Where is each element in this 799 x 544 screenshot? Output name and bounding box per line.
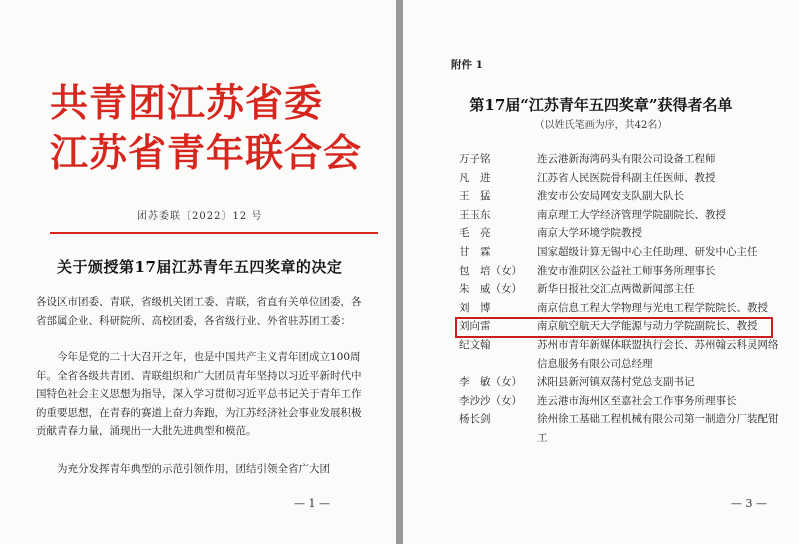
awardee-description: 淮安市淮阴区公益社工师事务所理事长 bbox=[537, 264, 716, 277]
awardee-name: 刘向雷 bbox=[459, 320, 491, 333]
body-paragraph-2: 为充分发挥青年典型的示范引领作用，团结引领全省广大团 bbox=[57, 463, 330, 475]
awardee-description: 沭阳县新河镇双荡村党总支副书记 bbox=[537, 376, 695, 389]
awardee-description: 南京信息工程大学物理与光电工程学院院长、教授 bbox=[537, 301, 768, 314]
awardee-description: 淮安市公安局网安支队副大队长 bbox=[537, 190, 684, 203]
right-document-page bbox=[403, 0, 799, 544]
decision-title: 关于颁授第17届江苏青年五四奖章的决定 bbox=[57, 258, 343, 276]
awardee-description: 苏州市青年新媒体联盟执行会长、苏州翰云科灵网络信息服务有限公司总经理 bbox=[537, 338, 779, 370]
list-item bbox=[459, 392, 779, 411]
awardee-name: 李 敏（女） bbox=[459, 376, 522, 389]
page-number: — 1 — bbox=[294, 497, 330, 510]
awardee-name: 王 猛 bbox=[459, 190, 491, 203]
list-item bbox=[459, 280, 779, 299]
list-item bbox=[459, 262, 779, 281]
list-item bbox=[459, 336, 779, 373]
awardee-description: 南京大学环境学院教授 bbox=[537, 227, 642, 240]
list-item bbox=[459, 187, 779, 206]
left-document-page bbox=[0, 0, 396, 544]
red-divider-line bbox=[50, 232, 378, 234]
awardee-description: 南京理工大学经济管理学院副院长、教授 bbox=[537, 208, 726, 221]
awardee-description: 南京航空航天大学能源与动力学院副院长、教授 bbox=[537, 320, 758, 333]
issuer-name-line-1: 共青团江苏省委 bbox=[50, 80, 324, 125]
awardee-name: 王玉东 bbox=[459, 208, 491, 221]
attachment-label: 附件 1 bbox=[451, 59, 483, 71]
recipients-paragraph: 各设区市团委、青联，省级机关团工委、青联，省直有关单位团委，各省部属企业、科研院所、高校团委，各省级行业、外省驻苏团工委： bbox=[36, 296, 362, 327]
issuer-name-line-2: 江苏省青年联合会 bbox=[50, 130, 363, 175]
awardee-name: 甘 霖 bbox=[459, 245, 491, 258]
page-number: — 3 — bbox=[731, 497, 767, 510]
awardee-name: 凡 进 bbox=[459, 171, 491, 184]
document-number: 团苏委联〔2022〕12 号 bbox=[137, 211, 263, 222]
list-item bbox=[459, 410, 779, 447]
awardee-list bbox=[459, 150, 779, 448]
awardee-name: 杨长剑 bbox=[459, 413, 491, 426]
list-item-highlighted bbox=[459, 299, 779, 318]
list-item bbox=[459, 224, 779, 243]
awardee-description: 连云港市海州区至嘉社会工作事务所理事长 bbox=[537, 394, 737, 407]
list-subtitle: （以姓氏笔画为序，共42名） bbox=[534, 120, 668, 131]
list-title: 第17届“江苏青年五四奖章”获得者名单 bbox=[469, 96, 733, 114]
awardee-description: 徐州徐工基础工程机械有限公司第一制造分厂装配钳工 bbox=[537, 413, 779, 444]
list-item bbox=[459, 373, 779, 392]
highlight-box bbox=[455, 317, 773, 338]
awardee-description: 江苏省人民医院骨科副主任医师、教授 bbox=[537, 171, 716, 184]
awardee-description: 国家超级计算无锡中心主任助理、研发中心主任 bbox=[537, 245, 758, 258]
awardee-name: 刘 博 bbox=[459, 301, 491, 314]
awardee-name: 李沙沙（女） bbox=[459, 394, 522, 407]
awardee-name: 纪文翰 bbox=[459, 338, 491, 351]
list-item bbox=[459, 150, 779, 169]
list-item bbox=[459, 243, 779, 262]
awardee-name: 万子铭 bbox=[459, 153, 491, 165]
list-item bbox=[459, 206, 779, 225]
awardee-description: 新华日报社交汇点两微新闻部主任 bbox=[537, 283, 695, 296]
awardee-description: 连云港新海湾码头有限公司设备工程师 bbox=[537, 153, 716, 165]
awardee-name: 朱 威（女） bbox=[459, 283, 522, 296]
list-item bbox=[459, 169, 779, 188]
awardee-name: 毛 亮 bbox=[459, 227, 491, 240]
body-paragraph-1: 今年是党的二十大召开之年，也是中国共产主义青年团成立100周年。全省各级共青团、青联组织和广大团员青年坚持以习近平新时代中国特色社会主义思想为指导，深入学习贯彻习近平总书记关于青年工作的重要思想，在青春的赛道上奋力奔跑，为江苏经济社会事业发展积极贡献青春力量，涌现出一大批先进典型和模范。 bbox=[36, 351, 362, 437]
awardee-name: 包 培（女） bbox=[459, 264, 522, 277]
